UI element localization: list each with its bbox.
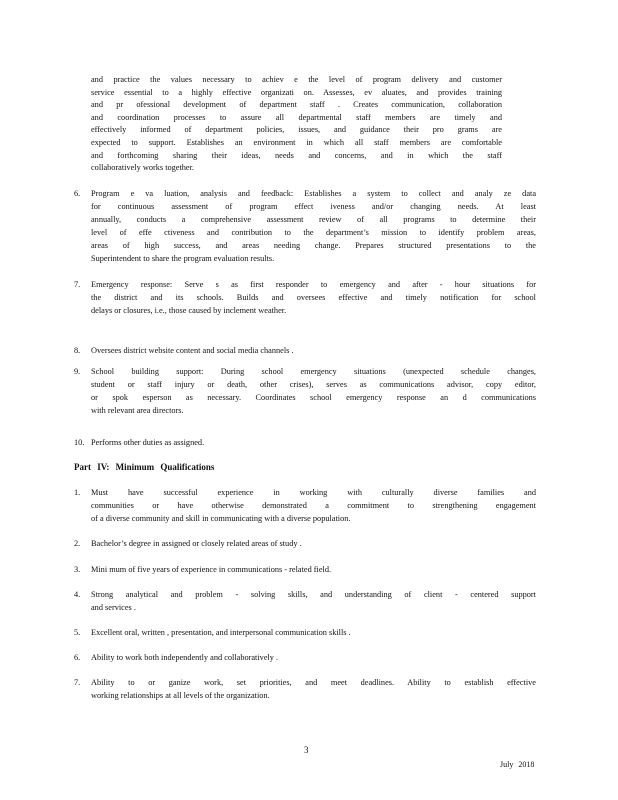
text-line: and practice the values necessary to achiev e the level of program delivery and customer: [91, 75, 502, 84]
text-line: and forthcoming sharing their ideas, needs and concerns, and in which the staff: [91, 151, 502, 160]
text-line: working relationships at all levels of the organization.: [91, 691, 270, 700]
section-heading: Part IV: Minimum Qualifications: [74, 462, 215, 472]
item-number: 5.: [74, 628, 81, 637]
text-line: Program e va luation, analysis and feedback: Establishes a system to collect and analy ze data: [91, 189, 536, 198]
item-number: 7.: [74, 678, 81, 687]
text-line: expected to support. Establishes an environment in which all staff members are comfortable: [91, 138, 502, 147]
text-line: Excellent oral, written , presentation, and interpersonal communication skills .: [91, 628, 351, 637]
text-line: or spok esperson as necessary. Coordinates school emergency response an d communications: [91, 393, 536, 402]
item-number: 7.: [74, 280, 81, 289]
text-line: collaboratively works together.: [91, 163, 194, 172]
text-line: Superintendent to share the program evaluation results.: [91, 254, 275, 263]
text-line: the district and its schools. Builds and oversees effective and timely notification for school: [91, 293, 536, 302]
text-line: effectively informed of department policies, issues, and guidance their pro grams are: [91, 125, 502, 134]
text-line: areas of high success, and areas needing change. Prepares structured presentations to the: [91, 241, 536, 250]
text-line: annually, conducts a comprehensive assessment review of all programs to determine their: [91, 215, 536, 224]
text-line: level of effe ctiveness and contribution to the department’s mission to identify problem areas,: [91, 228, 536, 237]
text-line: and coordination processes to assure all departmental staff members are timely and: [91, 113, 502, 122]
text-line: communities or have otherwise demonstrated a commitment to strengthening engagement: [91, 501, 536, 510]
text-line: student or staff injury or death, other crises), serves as communications advisor, copy editor,: [91, 380, 536, 389]
item-number: 8.: [74, 346, 81, 355]
text-line: Must have successful experience in working with culturally diverse families and: [91, 488, 536, 497]
text-line: Performs other duties as assigned.: [91, 438, 205, 447]
text-line: of a diverse community and skill in communicating with a diverse population.: [91, 514, 351, 523]
item-number: 10.: [74, 438, 85, 447]
item-number: 4.: [74, 590, 81, 599]
text-line: with relevant area directors.: [91, 406, 184, 415]
footer-date: July 2018: [500, 760, 535, 769]
item-number: 6.: [74, 653, 81, 662]
text-line: delays or closures, i.e., those caused by inclement weather.: [91, 306, 287, 315]
item-number: 3.: [74, 565, 81, 574]
text-line: service essential to a highly effective organizati on. Assesses, ev aluates, and provides training: [91, 88, 502, 97]
page-number: 3: [304, 745, 309, 755]
text-line: Emergency response: Serve s as first responder to emergency and after - hour situations for: [91, 280, 536, 289]
text-line: Strong analytical and problem - solving skills, and understanding of client - centered support: [91, 590, 536, 599]
text-line: Ability to work both independently and collaboratively .: [91, 653, 279, 662]
item-number: 6.: [74, 189, 81, 198]
item-number: 1.: [74, 488, 81, 497]
text-line: for continuous assessment of program effect iveness and/or changing needs. At least: [91, 202, 536, 211]
text-line: Ability to or ganize work, set priorities, and meet deadlines. Ability to establish effective: [91, 678, 536, 687]
text-line: Mini mum of five years of experience in communications - related field.: [91, 565, 332, 574]
item-number: 9.: [74, 367, 81, 376]
text-line: Oversees district website content and social media channels .: [91, 346, 294, 355]
text-line: Bachelor’s degree in assigned or closely related areas of study .: [91, 539, 302, 548]
text-line: School building support: During school emergency situations (unexpected schedule changes,: [91, 367, 536, 376]
text-line: and pr ofessional development of department staff . Creates communication, collaboration: [91, 100, 502, 109]
item-number: 2.: [74, 539, 81, 548]
text-line: and services .: [91, 603, 136, 612]
